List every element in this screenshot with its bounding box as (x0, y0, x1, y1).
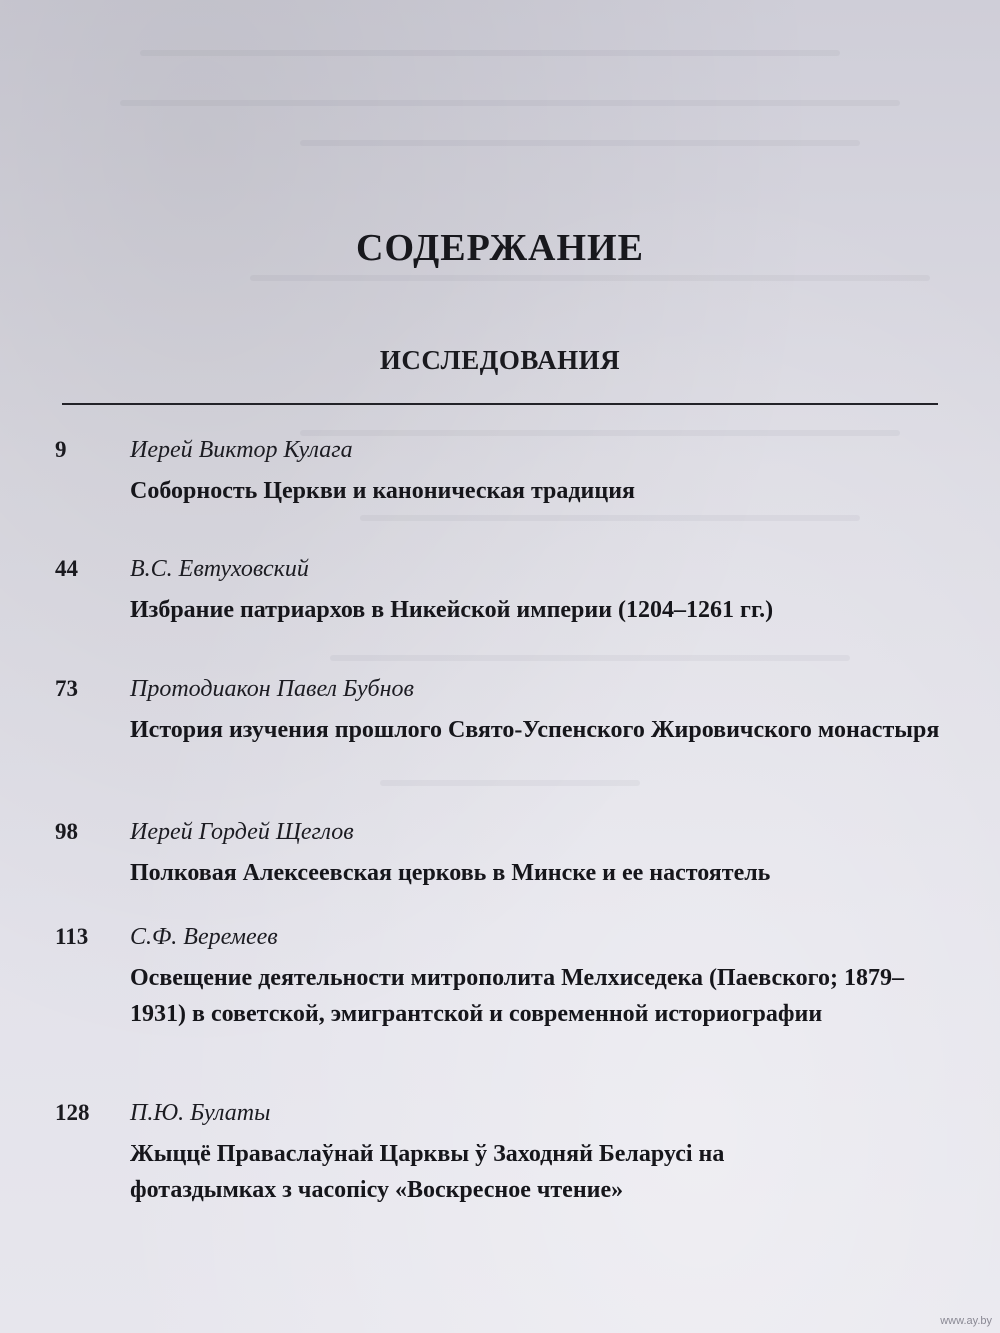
toc-page-number: 113 (55, 924, 89, 949)
section-heading: ИССЛЕДОВАНИЯ (379, 345, 621, 375)
toc-title: История изучения прошлого Свято-Успенского Жировичского монастыря (130, 717, 940, 743)
contents-heading: СОДЕРЖАНИЕ (356, 227, 644, 269)
toc-title: Освещение деятельности митрополита Мелхиседека (Паевского; 1879–1931) в советской, эмигрантской и современной историографии (130, 965, 904, 1027)
show-through-line (300, 430, 900, 436)
toc-title: Избрание патриархов в Никейской империи (1204–1261 гг.) (130, 597, 774, 623)
toc-title: Соборность Церкви и каноническая традиция (130, 478, 636, 504)
watermark: www.ay.by (940, 1315, 992, 1327)
show-through-line (380, 780, 640, 786)
toc-author: Протодиакон Павел Бубнов (130, 676, 414, 702)
show-through-line (250, 275, 930, 281)
show-through-line (140, 50, 840, 56)
show-through-line (330, 655, 850, 661)
section-divider (62, 403, 938, 405)
toc-author: Иерей Гордей Щеглов (130, 819, 354, 845)
show-through-line (360, 515, 860, 521)
toc-page-number: 73 (55, 676, 78, 701)
toc-page-number: 98 (55, 819, 78, 844)
toc-author: Иерей Виктор Кулага (130, 437, 353, 463)
toc-page-number: 9 (55, 437, 67, 462)
toc-page-number: 128 (55, 1100, 90, 1125)
toc-title: Жыццё Праваслаўнай Царквы ў Заходняй Беларусі на фотаздымках з часопісу «Воскресное чтение» (130, 1141, 725, 1203)
toc-title: Полковая Алексеевская церковь в Минске и ее настоятель (130, 860, 771, 886)
toc-page-number: 44 (55, 556, 78, 581)
show-through-line (120, 100, 900, 106)
toc-author: В.С. Евтуховский (130, 556, 309, 582)
toc-author: П.Ю. Булаты (130, 1100, 271, 1126)
toc-author: С.Ф. Веремеев (130, 924, 278, 950)
show-through-line (300, 140, 860, 146)
